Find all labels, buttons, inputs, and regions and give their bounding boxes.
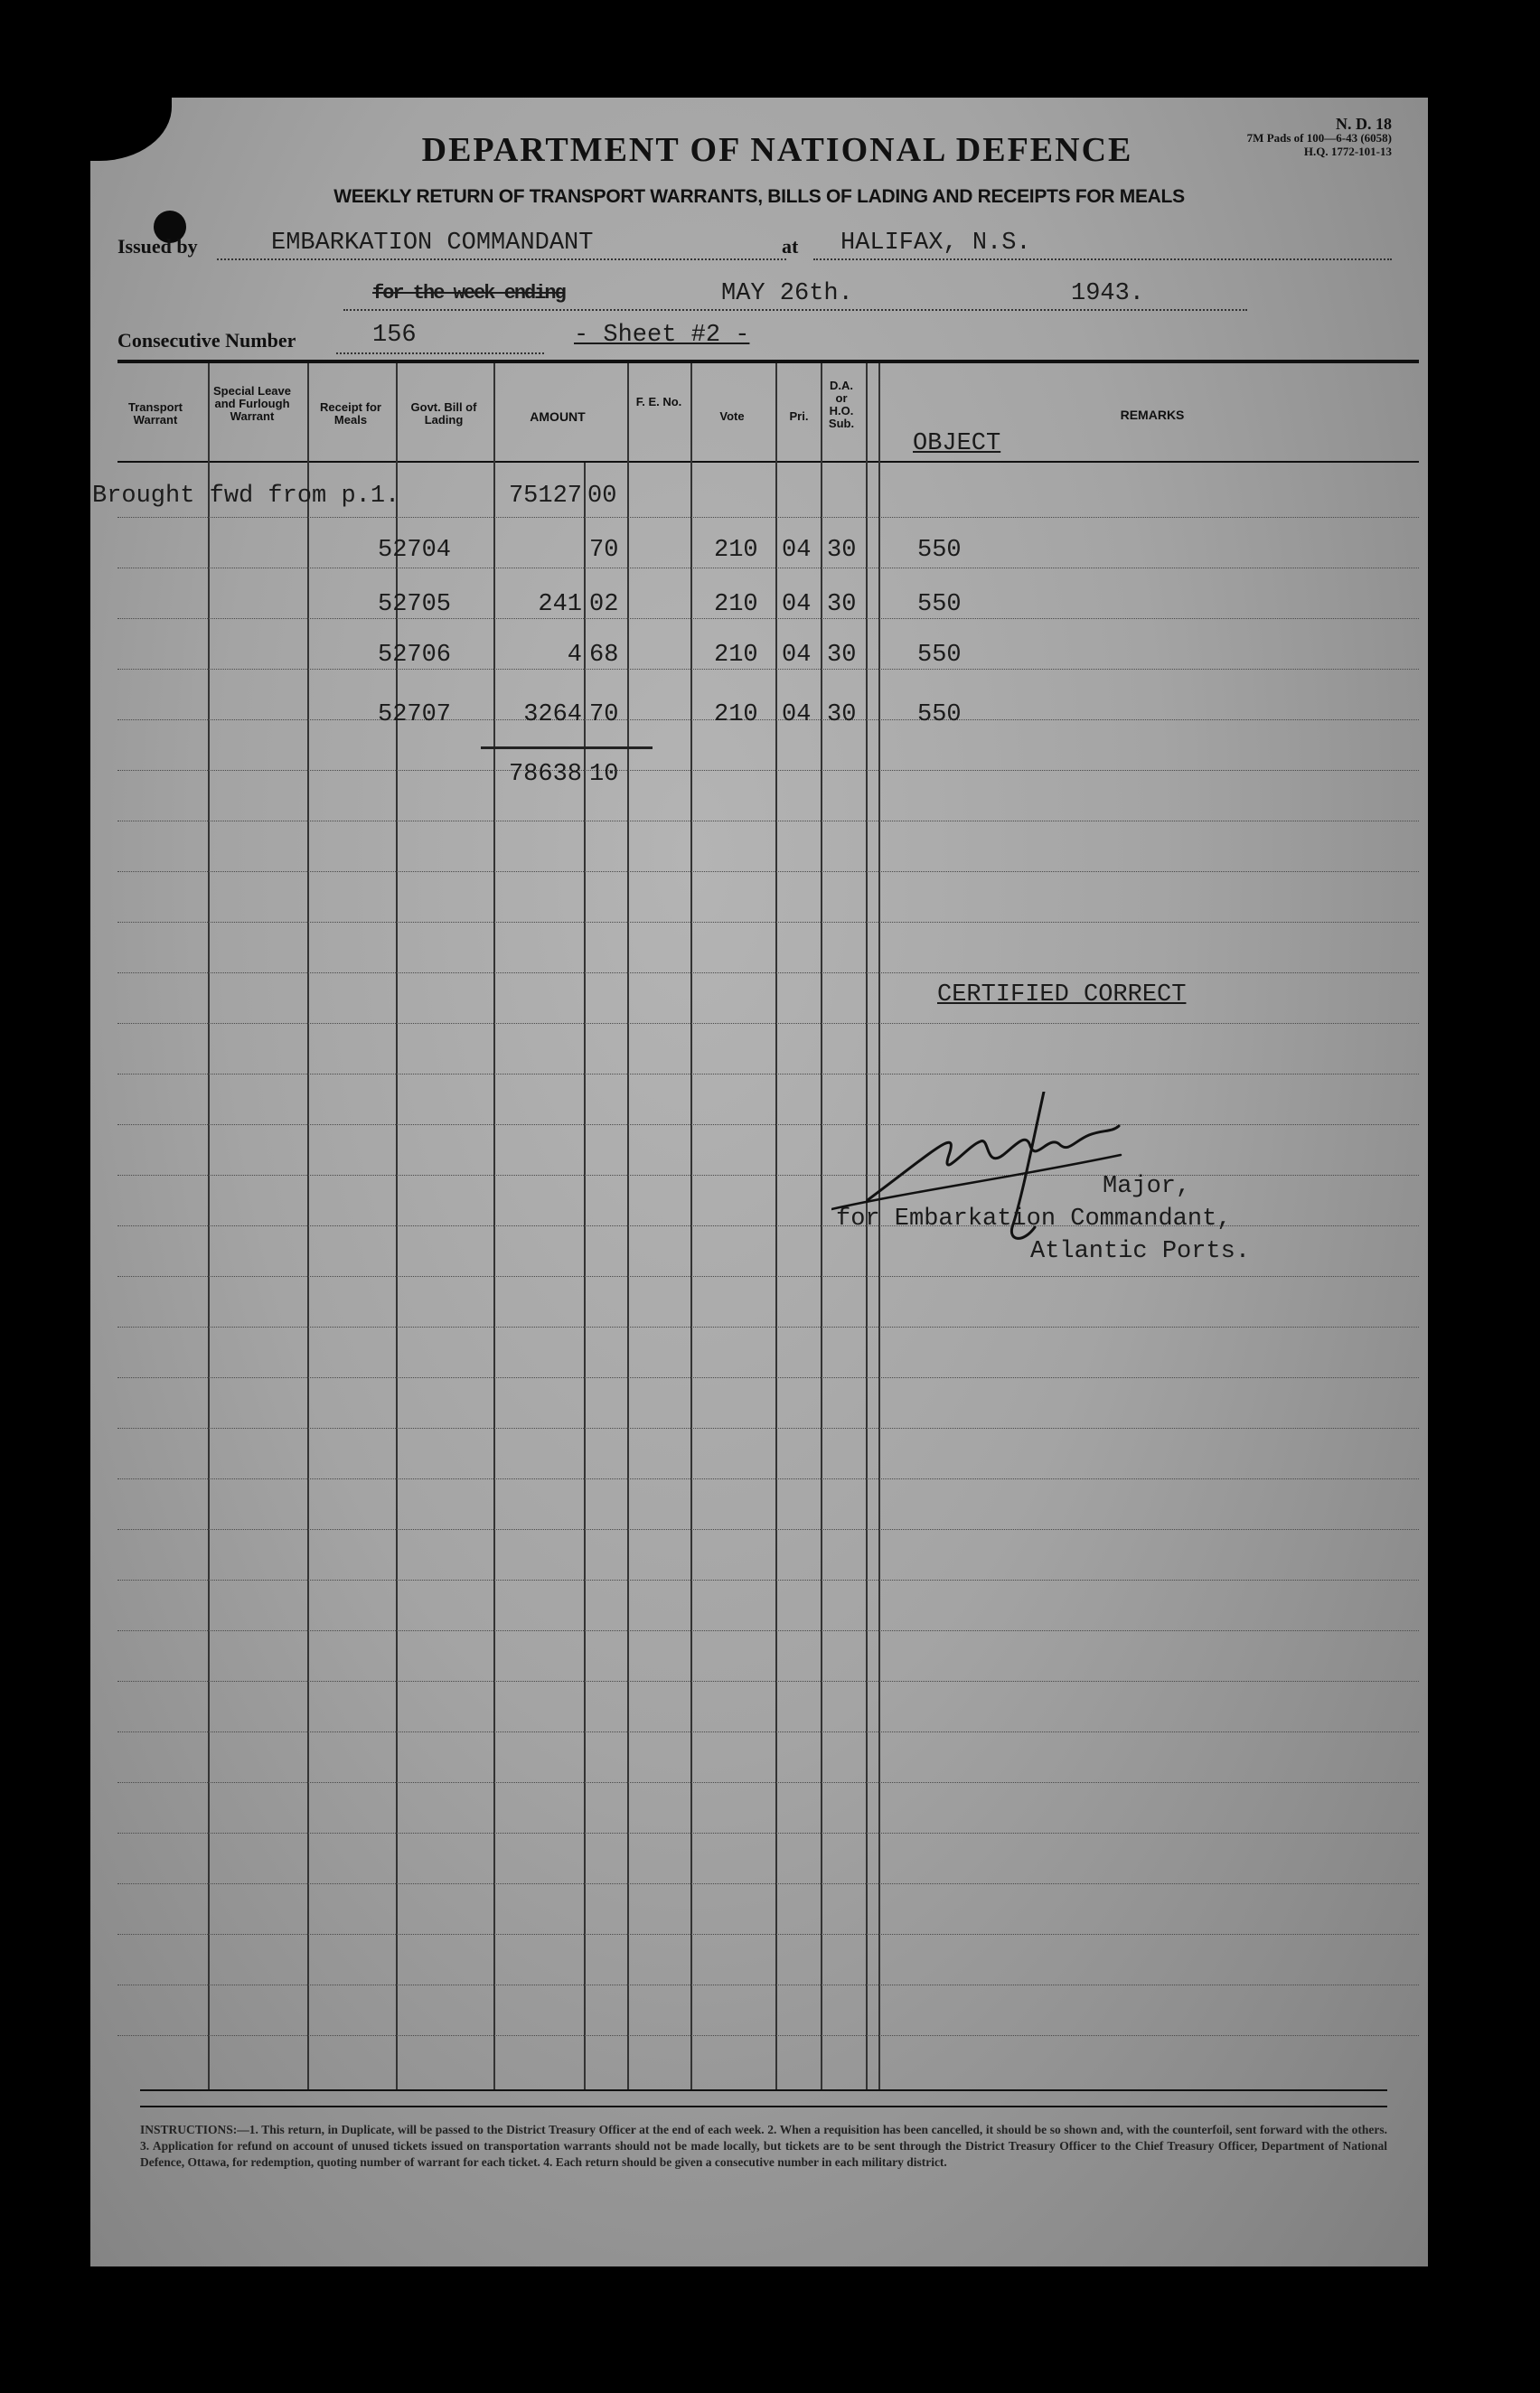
brought-forward-cents: 00 [587,483,617,510]
ruled-line [117,719,1419,720]
vote-value: 210 [714,642,758,669]
amount-dollars: 4 [567,642,582,669]
column-divider [493,363,495,2089]
column-divider [627,363,629,2089]
column-divider [775,363,777,2089]
object-value: 550 [917,701,962,728]
at-label: at [782,235,799,258]
ruled-line [117,871,1419,872]
column-divider [396,363,398,2089]
at-line [813,258,1392,260]
object-value: 550 [917,537,962,564]
sub-value: 30 [827,537,857,564]
form-number: N. D. 18 [1336,115,1392,133]
ruled-line [117,1934,1419,1935]
pri-value: 04 [782,701,812,728]
issued-by-label: Issued by [117,235,198,258]
bill-number: 52705 [378,591,452,618]
amount-cents: 68 [589,642,619,669]
document-sheet [90,98,1428,2266]
pri-value: 04 [782,537,812,564]
header-rule-bottom [117,461,1419,463]
total-rule [481,746,653,749]
sub-value: 30 [827,591,857,618]
column-divider [307,363,309,2089]
consecutive-number-value: 156 [372,322,417,349]
vote-value: 210 [714,537,758,564]
vote-value: 210 [714,701,758,728]
total-dollars: 78638 [508,761,582,788]
header-rule-top [117,360,1419,363]
ruled-line [117,1529,1419,1530]
ruled-line [117,1580,1419,1581]
ruled-line [117,1276,1419,1277]
struck-week-ending: for the week ending [372,282,565,305]
ruled-line [117,972,1419,973]
ruled-line [117,1428,1419,1429]
bill-number: 52704 [378,537,452,564]
ruled-line [117,669,1419,670]
amount-dollars: 241 [538,591,582,618]
col-receipt-meals: Receipt for Meals [320,400,381,427]
ruled-line [117,1782,1419,1783]
ruled-line [117,1833,1419,1834]
col-remarks: REMARKS [1120,408,1185,422]
consecutive-number-line [336,352,544,354]
form-title: DEPARTMENT OF NATIONAL DEFENCE [421,131,1133,169]
date-value: MAY 26th. [721,280,853,307]
object-value: 550 [917,591,962,618]
col-da-ho-sub: D.A. or H.O. Sub. [828,379,855,430]
issued-by-value: EMBARKATION COMMANDANT [271,230,594,257]
signatory-for-line: for Embarkation Commandant, [836,1206,1232,1233]
ruled-line [117,1731,1419,1732]
brought-forward-dollars: 75127 [508,483,582,510]
ruled-line [117,922,1419,923]
object-heading: OBJECT [913,430,1001,457]
column-divider [208,363,210,2089]
year-value: 1943. [1071,280,1145,307]
pri-value: 04 [782,591,812,618]
col-fe-no: F. E. No. [635,395,682,408]
col-special-leave: Special Leave and Furlough Warrant [213,384,291,423]
print-note: 7M Pads of 100—6-43 (6058) [1246,131,1392,145]
amount-dollars: 3264 [523,701,582,728]
form-number-block [1247,117,1392,158]
ruled-line [117,1074,1419,1075]
ruled-line [117,1124,1419,1125]
footer-rule [140,2106,1387,2107]
instructions-text: INSTRUCTIONS:—1. This return, in Duplicate, will be passed to the District Treasury Officer at the end of each week. 2. When a requisition has been cancelled, it should be so shown and, with the counterfoil, sent forward with the others. 3. Application for refund on account of unused tickets issued on transportation warrants should not be made locally, but tickets are to be sent through the District Treasury Officer to the Chief Treasury Officer, Department of National Defence, Ottawa, for redemption, quoting number of warrant for each ticket. 4. Each return should be given a consecutive number in each military district. [140,2123,1387,2169]
ruled-line [117,1478,1419,1479]
col-pri: Pri. [789,409,809,423]
footer-rule-top [140,2089,1387,2091]
ruled-line [117,1377,1419,1378]
vote-value: 210 [714,591,758,618]
sheet-number: - Sheet #2 - [574,322,750,349]
sub-value: 30 [827,642,857,669]
brought-forward-label: Brought fwd from p.1. [92,483,400,510]
ruled-line [117,618,1419,619]
form-subtitle: WEEKLY RETURN OF TRANSPORT WARRANTS, BILLS OF LADING AND RECEIPTS FOR MEALS [333,186,1185,207]
ruled-line [117,517,1419,518]
amount-cents: 70 [589,701,619,728]
col-govt-bill: Govt. Bill of Lading [410,400,477,427]
ruled-line [117,1681,1419,1682]
issued-by-line [217,258,786,260]
consecutive-number-label: Consecutive Number [117,329,296,352]
ruled-line [117,1630,1419,1631]
total-cents: 10 [589,761,619,788]
ruled-line [117,770,1419,771]
amount-cents: 02 [589,591,619,618]
at-value: HALIFAX, N.S. [840,230,1031,257]
ruled-line [117,1175,1419,1176]
ruled-line [117,1883,1419,1884]
certified-correct: CERTIFIED CORRECT [937,981,1187,1009]
bill-number: 52706 [378,642,452,669]
amount-cents: 70 [589,537,619,564]
ruled-line [117,1023,1419,1024]
col-vote: Vote [719,409,745,423]
sub-value: 30 [827,701,857,728]
signatory-rank: Major, [1103,1173,1191,1200]
hq-reference: H.Q. 1772-101-13 [1303,145,1392,158]
torn-corner [90,98,172,161]
column-divider [821,363,822,2089]
col-amount: AMOUNT [530,409,586,424]
object-value: 550 [917,642,962,669]
column-divider [690,363,692,2089]
col-transport-warrant: Transport Warrant [128,400,183,427]
ruled-line [117,2035,1419,2036]
ruled-line [117,1327,1419,1328]
pri-value: 04 [782,642,812,669]
bill-number: 52707 [378,701,452,728]
date-line [343,309,1247,311]
signatory-ports: Atlantic Ports. [1030,1238,1251,1265]
